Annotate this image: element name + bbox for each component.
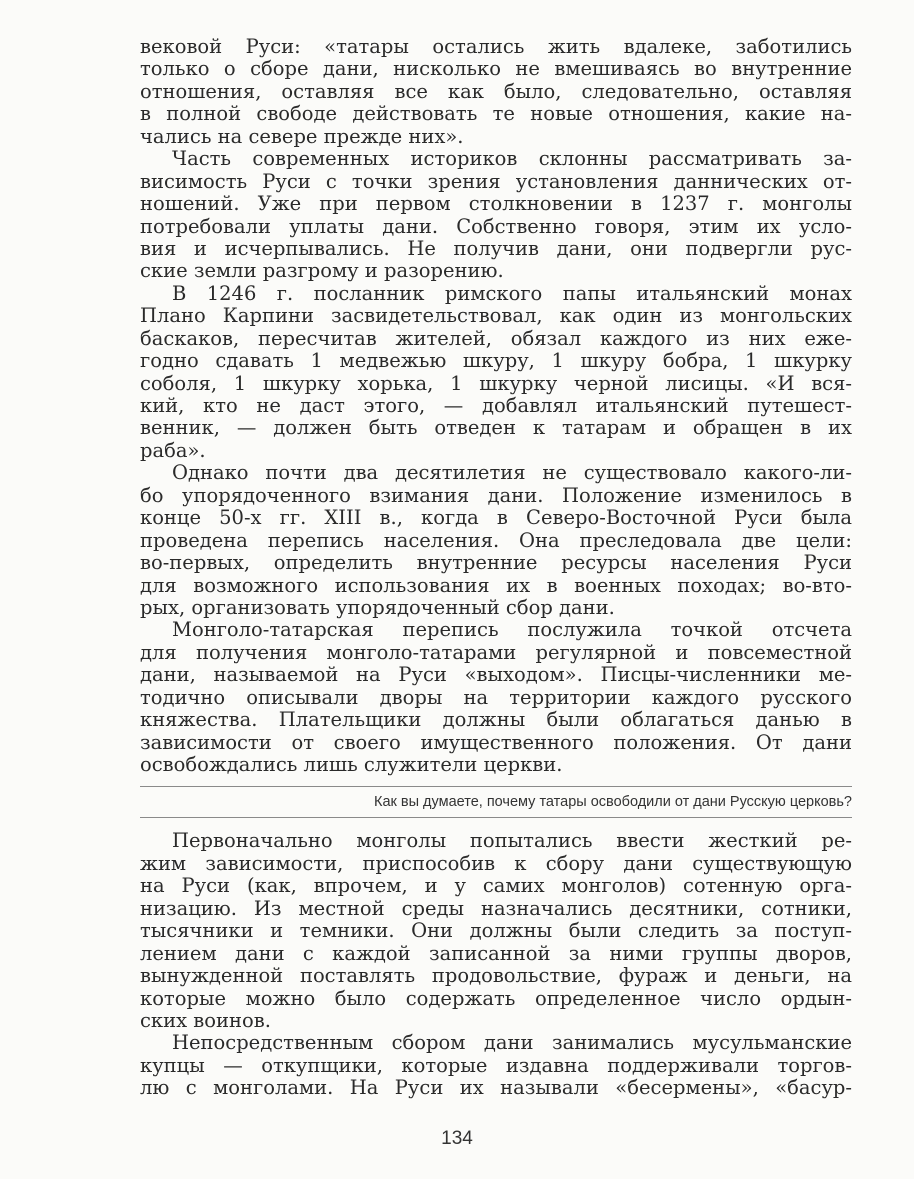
text-line: в полной свободе действовать те новые отношения, какие на- xyxy=(140,102,852,126)
text-line: проведена перепись населения. Она преследовала две цели: xyxy=(140,528,852,552)
text-line: потребовали уплаты дани. Собственно говоря, этим их усло- xyxy=(140,214,852,238)
text-line: годно сдавать 1 медвежью шкуру, 1 шкуру бобра, 1 шкурку xyxy=(140,349,852,373)
text-line: лю с монголами. На Руси их называли «бесермены», «басур- xyxy=(140,1076,852,1100)
paragraph xyxy=(140,283,852,463)
text-line: тодично описывали дворы на территории каждого русского xyxy=(140,685,852,709)
text-line: во-первых, определить внутренние ресурсы населения Руси xyxy=(140,551,852,575)
text-line: рых, организовать упорядоченный сбор дани. xyxy=(140,595,615,619)
question-callout: Как вы думаете, почему татары освободили от дани Русскую церковь? xyxy=(374,794,852,811)
text-line: отношения, оставляя все как было, следовательно, оставляя xyxy=(140,79,852,103)
paragraph xyxy=(140,36,852,148)
page-body xyxy=(140,36,852,1100)
text-line: только о сборе дани, нисколько не вмешиваясь во внутренние xyxy=(140,57,852,81)
paragraph xyxy=(140,1032,852,1099)
text-line: вынужденной поставлять продовольствие, фураж и деньги, на xyxy=(140,964,852,988)
text-line: княжества. Плательщики должны были облагаться данью в xyxy=(140,708,852,732)
text-line: баскаков, пересчитав жителей, обязал каждого из них еже- xyxy=(140,326,852,350)
text-line: висимость Руси с точки зрения установления даннических от- xyxy=(140,169,852,193)
text-line: кий, кто не даст этого, — добавлял итальянский путешест- xyxy=(140,394,852,417)
text-line: дани, называемой на Руси «выходом». Писцы-численники ме- xyxy=(140,663,852,687)
text-line: Часть современных историков склонны рассматривать за- xyxy=(172,147,852,171)
text-line: Монголо-татарская перепись послужила точкой отсчета xyxy=(172,618,852,642)
text-line: венник, — должен быть отведен к татарам и обращен в их xyxy=(140,416,852,440)
text-line: Однако почти два десятилетия не существовало какого-ли- xyxy=(172,461,852,485)
text-line: соболя, 1 шкурку хорька, 1 шкурку черной лисицы. «И вся- xyxy=(140,371,852,395)
text-line: тысячники и темники. Они должны были следить за поступ- xyxy=(140,919,852,943)
text-line: зависимости от своего имущественного положения. От дани xyxy=(140,730,852,754)
paragraph xyxy=(140,619,852,776)
text-line: для получения монголо-татарами регулярной и повсеместной xyxy=(140,640,852,664)
text-line: лением дани с каждой записанной за ними группы дворов, xyxy=(140,941,852,965)
main-text-top xyxy=(140,36,852,776)
text-line: ских воинов. xyxy=(140,1008,271,1032)
text-line: бо упорядоченного взимания дани. Положение изменилось в xyxy=(140,483,852,507)
paragraph xyxy=(140,148,852,283)
text-line: В 1246 г. посланник римского папы итальянский монах xyxy=(172,281,852,305)
text-line: которые можно было содержать определенное число ордын- xyxy=(140,986,852,1010)
text-line: раба». xyxy=(140,438,206,462)
text-line: чались на севере прежде них». xyxy=(140,124,464,148)
text-line: Первоначально монголы попытались ввести жесткий ре- xyxy=(172,829,852,853)
text-line: на Руси (как, впрочем, и у самих монголов) сотенную орга- xyxy=(140,874,852,898)
text-line: низацию. Из местной среды назначались десятники, сотники, xyxy=(140,896,852,920)
text-line: Плано Карпини засвидетельствовал, как один из монгольских xyxy=(140,304,852,328)
text-line: для возможного использования их в военных походах; во-вто- xyxy=(140,573,852,597)
page-number: 134 xyxy=(441,1128,473,1149)
text-line: ношений. Уже при первом столкновении в 1237 г. монголы xyxy=(140,192,852,216)
text-line: Непосредственным сбором дани занимались мусульманские xyxy=(172,1031,852,1055)
text-line: конце 50-х гг. XIII в., когда в Северо-Восточной Руси была xyxy=(140,506,852,530)
text-line: вия и исчерпывались. Не получив дани, они подвергли рус- xyxy=(140,236,852,260)
text-line: освобождались лишь служители церкви. xyxy=(140,753,563,776)
paragraph xyxy=(140,462,852,619)
text-line: вековой Руси: «татары остались жить вдалеке, заботились xyxy=(140,35,852,58)
text-line: жим зависимости, приспособив к сбору дани существующую xyxy=(140,851,852,875)
text-line: купцы — откупщики, которые издавна поддерживали торгов- xyxy=(140,1053,852,1077)
paragraph xyxy=(140,830,852,1032)
main-text-bottom xyxy=(140,830,852,1099)
text-line: ские земли разгрому и разорению. xyxy=(140,259,504,283)
